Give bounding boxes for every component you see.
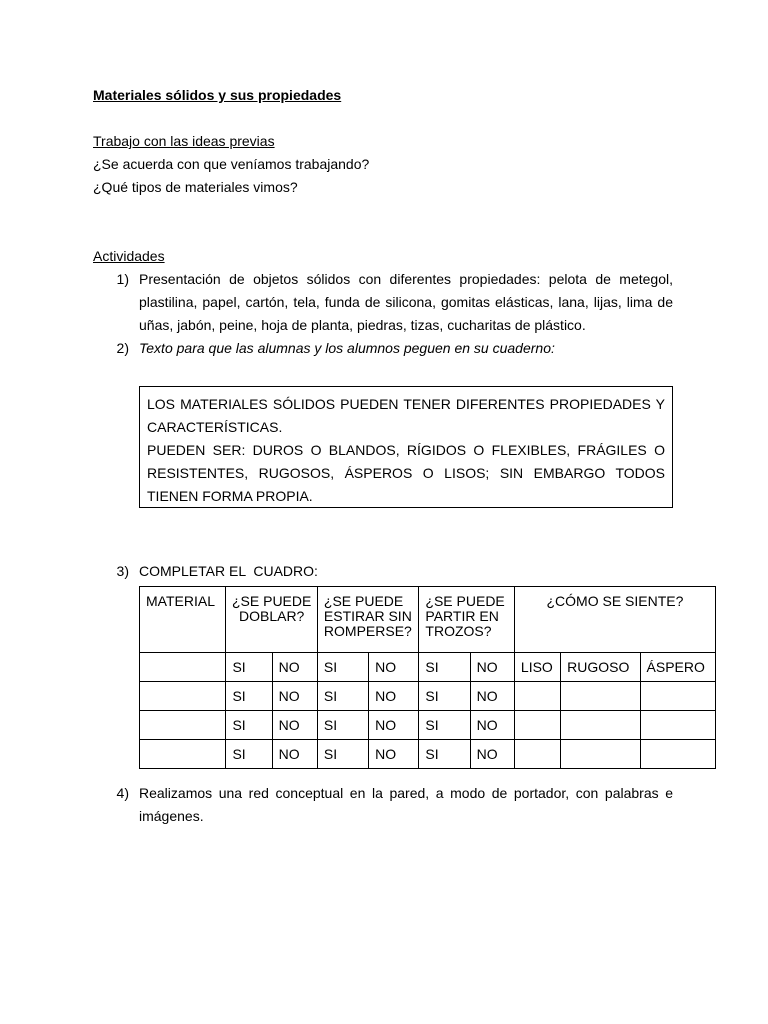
si-option[interactable]: SI [226, 682, 272, 711]
item-4-line-2: imágenes. [139, 808, 204, 824]
no-option[interactable]: NO [369, 653, 419, 682]
item-2-text: Texto para que las alumnas y los alumnos peguen en su cuaderno: [139, 340, 555, 356]
header-doblar: ¿SE PUEDE DOBLAR? [226, 587, 317, 653]
info-box-line-4: RESISTENTES, RUGOSOS, ÁSPEROS O LISOS; SIN EMBARGO TODOS [147, 465, 665, 481]
properties-table [139, 586, 716, 769]
no-option[interactable]: NO [272, 711, 317, 740]
header-partir: ¿SE PUEDE PARTIR EN TROZOS? [419, 587, 514, 653]
info-box-line-3: PUEDEN SER: DUROS O BLANDOS, RÍGIDOS O FLEXIBLES, FRÁGILES O [147, 442, 665, 458]
no-option[interactable]: NO [369, 711, 419, 740]
table-row [140, 682, 716, 711]
item-1-line-1: Presentación de objetos sólidos con diferentes propiedades: pelota de metegol, [139, 271, 673, 287]
no-option[interactable]: NO [470, 740, 514, 769]
aspero-cell[interactable] [640, 682, 715, 711]
ideas-heading: Trabajo con las ideas previas [93, 133, 275, 149]
material-cell[interactable] [140, 653, 226, 682]
si-option[interactable]: SI [419, 740, 470, 769]
liso-label: LISO [514, 653, 560, 682]
si-option[interactable]: SI [317, 653, 368, 682]
material-cell[interactable] [140, 682, 226, 711]
no-option[interactable]: NO [470, 653, 514, 682]
rugoso-cell[interactable] [561, 740, 640, 769]
item-3-text: COMPLETAR EL CUADRO: [139, 563, 318, 579]
si-option[interactable]: SI [226, 740, 272, 769]
no-option[interactable]: NO [369, 682, 419, 711]
header-como-se-siente: ¿CÓMO SE SIENTE? [514, 587, 715, 653]
header-estirar: ¿SE PUEDE ESTIRAR SIN ROMPERSE? [317, 587, 419, 653]
item-4-number: 4) [116, 785, 129, 801]
rugoso-cell[interactable] [561, 682, 640, 711]
aspero-label: ÁSPERO [640, 653, 715, 682]
table-row [140, 740, 716, 769]
rugoso-label: RUGOSO [561, 653, 640, 682]
no-option[interactable]: NO [369, 740, 419, 769]
no-option[interactable]: NO [470, 711, 514, 740]
si-option[interactable]: SI [226, 653, 272, 682]
si-option[interactable]: SI [317, 682, 368, 711]
ideas-question-1: ¿Se acuerda con que veníamos trabajando? [93, 156, 370, 172]
rugoso-cell[interactable] [561, 711, 640, 740]
document-title: Materiales sólidos y sus propiedades [93, 87, 342, 103]
liso-cell[interactable] [514, 740, 560, 769]
table-row [140, 653, 716, 682]
item-4-line-1: Realizamos una red conceptual en la pared, a modo de portador, con palabras e [139, 785, 673, 801]
si-option[interactable]: SI [419, 653, 470, 682]
item-2-number: 2) [116, 340, 129, 356]
no-option[interactable]: NO [272, 682, 317, 711]
aspero-cell[interactable] [640, 740, 715, 769]
info-box-line-1: LOS MATERIALES SÓLIDOS PUEDEN TENER DIFERENTES PROPIEDADES Y [147, 396, 665, 412]
si-option[interactable]: SI [419, 682, 470, 711]
material-cell[interactable] [140, 740, 226, 769]
item-1-number: 1) [116, 271, 129, 287]
item-3-number: 3) [116, 563, 129, 579]
si-option[interactable]: SI [226, 711, 272, 740]
table-row [140, 711, 716, 740]
header-material: MATERIAL [140, 587, 226, 653]
aspero-cell[interactable] [640, 711, 715, 740]
no-option[interactable]: NO [272, 653, 317, 682]
table-header-row [140, 587, 716, 653]
item-1-line-2: plastilina, papel, cartón, tela, funda de silicona, gomitas elásticas, lana, lijas, lima de [139, 294, 673, 310]
liso-cell[interactable] [514, 682, 560, 711]
item-1-line-3: uñas, jabón, peine, hoja de planta, piedras, tizas, cucharitas de plástico. [139, 317, 586, 333]
no-option[interactable]: NO [272, 740, 317, 769]
activities-heading: Actividades [93, 248, 165, 264]
info-box-line-2: CARACTERÍSTICAS. [147, 419, 283, 435]
info-box [139, 386, 673, 508]
si-option[interactable]: SI [317, 740, 368, 769]
no-option[interactable]: NO [470, 682, 514, 711]
si-option[interactable]: SI [317, 711, 368, 740]
si-option[interactable]: SI [419, 711, 470, 740]
ideas-question-2: ¿Qué tipos de materiales vimos? [93, 179, 298, 195]
liso-cell[interactable] [514, 711, 560, 740]
info-box-line-5: TIENEN FORMA PROPIA. [147, 488, 313, 504]
material-cell[interactable] [140, 711, 226, 740]
